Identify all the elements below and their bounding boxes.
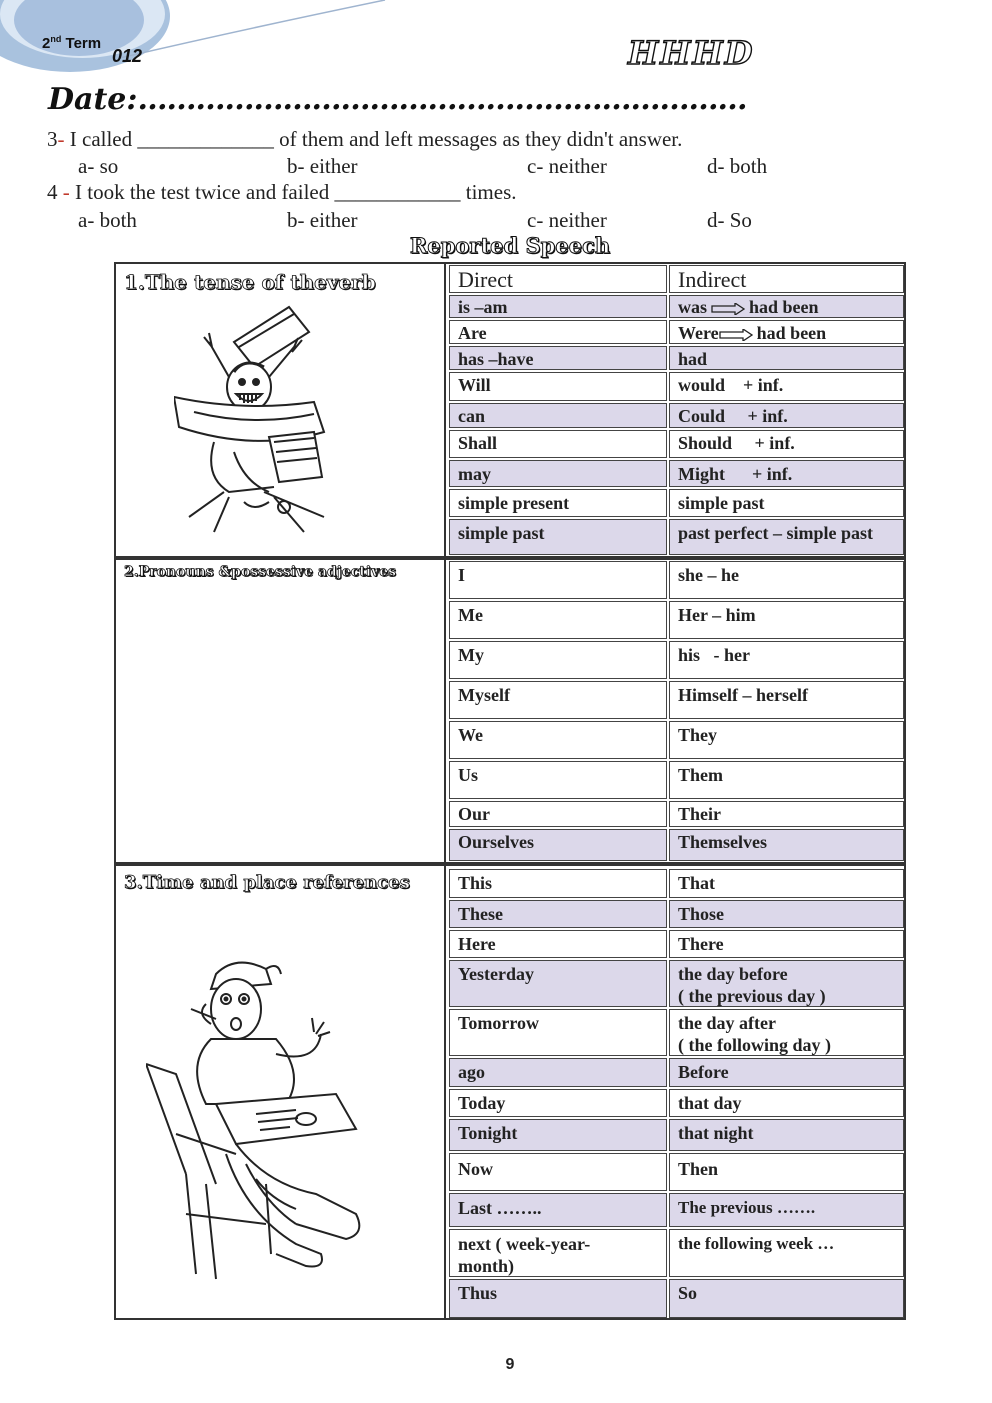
s1-direct-4: can bbox=[449, 403, 667, 428]
section-1-panel bbox=[116, 264, 446, 556]
s3-indirect-0: That bbox=[669, 869, 904, 898]
s2-indirect-3: Himself – herself bbox=[669, 681, 904, 719]
indirect-header: Indirect bbox=[669, 265, 904, 293]
s1-direct-1: Are bbox=[449, 320, 667, 344]
student-drawing-2 bbox=[146, 954, 416, 1284]
s1-indirect-3: would + inf. bbox=[669, 372, 904, 401]
s3-direct-10: next ( week-year- month) bbox=[449, 1229, 667, 1277]
s2-direct-2: My bbox=[449, 641, 667, 679]
s3-indirect-11: So bbox=[669, 1279, 904, 1318]
section-2-title: 2.Pronouns &possessive adjectives bbox=[124, 564, 396, 580]
arrow-icon bbox=[711, 303, 745, 315]
s1-direct-8: simple past bbox=[449, 519, 667, 555]
s1-indirect-5: Should + inf. bbox=[669, 430, 904, 458]
s1-direct-6: may bbox=[449, 460, 667, 487]
s2-indirect-7: Themselves bbox=[669, 829, 904, 861]
section-2-panel bbox=[116, 560, 446, 862]
s1-direct-7: simple present bbox=[449, 489, 667, 517]
question-3-option-a: a- so bbox=[78, 154, 119, 178]
header-swoosh bbox=[120, 0, 390, 60]
s1-indirect-6: Might + inf. bbox=[669, 460, 904, 487]
s3-indirect-10: the following week … bbox=[669, 1229, 904, 1277]
s3-indirect-8: Then bbox=[669, 1153, 904, 1191]
question-4-option-d: d- So bbox=[707, 208, 752, 232]
s1-indirect-0: was had been bbox=[669, 295, 904, 318]
s2-direct-5: Us bbox=[449, 761, 667, 799]
s2-direct-4: We bbox=[449, 721, 667, 759]
question-3-option-b: b- either bbox=[287, 154, 358, 178]
s2-direct-1: Me bbox=[449, 601, 667, 639]
question-4-option-b: b- either bbox=[287, 208, 358, 232]
page-number: 9 bbox=[505, 1356, 515, 1373]
question-4-option-a: a- both bbox=[78, 208, 137, 232]
question-4: 4 - I took the test twice and failed ____________ times. bbox=[47, 180, 517, 204]
s2-direct-3: Myself bbox=[449, 681, 667, 719]
s1-direct-3: Will bbox=[449, 372, 667, 401]
s3-direct-7: Tonight bbox=[449, 1119, 667, 1151]
date-line: Date:……………………………………………………… bbox=[48, 82, 747, 117]
s3-direct-1: These bbox=[449, 900, 667, 928]
s3-indirect-3: the day before ( the previous day ) bbox=[669, 960, 904, 1007]
s3-direct-4: Tomorrow bbox=[449, 1009, 667, 1056]
s1-indirect-4: Could + inf. bbox=[669, 403, 904, 428]
section-title: Reported Speech bbox=[409, 233, 611, 258]
s3-direct-8: Now bbox=[449, 1153, 667, 1191]
s2-indirect-0: she – he bbox=[669, 561, 904, 599]
question-4-option-c: c- neither bbox=[527, 208, 607, 232]
question-3-option-d: d- both bbox=[707, 154, 768, 178]
s3-direct-11: Thus bbox=[449, 1279, 667, 1318]
student-drawing-1 bbox=[174, 302, 354, 542]
s3-indirect-6: that day bbox=[669, 1089, 904, 1117]
year-fragment: 012 bbox=[112, 46, 143, 66]
s3-direct-0: This bbox=[449, 869, 667, 898]
s3-indirect-5: Before bbox=[669, 1058, 904, 1087]
s1-indirect-2: had bbox=[669, 346, 904, 370]
s1-indirect-8: past perfect – simple past bbox=[669, 519, 904, 555]
s3-direct-3: Yesterday bbox=[449, 960, 667, 1007]
s3-direct-5: ago bbox=[449, 1058, 667, 1087]
arrow-icon bbox=[719, 329, 753, 341]
s1-indirect-1: Were had been bbox=[669, 320, 904, 344]
s3-indirect-7: that night bbox=[669, 1119, 904, 1151]
term-label: 2nd Term bbox=[42, 34, 102, 52]
s3-indirect-9: The previous ……. bbox=[669, 1193, 904, 1227]
s2-direct-7: Ourselves bbox=[449, 829, 667, 861]
section-1-title: 1.The tense of theverb bbox=[124, 270, 376, 294]
question-3-option-c: c- neither bbox=[527, 154, 607, 178]
s1-direct-5: Shall bbox=[449, 430, 667, 458]
s2-indirect-1: Her – him bbox=[669, 601, 904, 639]
s2-indirect-5: Them bbox=[669, 761, 904, 799]
question-3: 3- I called _____________ of them and left messages as they didn't answer. bbox=[47, 127, 683, 151]
s3-direct-2: Here bbox=[449, 930, 667, 958]
s2-indirect-6: Their bbox=[669, 801, 904, 827]
header-code: HHHD bbox=[628, 34, 755, 72]
s2-indirect-4: They bbox=[669, 721, 904, 759]
s3-indirect-2: There bbox=[669, 930, 904, 958]
s1-indirect-7: simple past bbox=[669, 489, 904, 517]
s2-indirect-2: his - her bbox=[669, 641, 904, 679]
s1-direct-2: has –have bbox=[449, 346, 667, 370]
section-3-title: 3.Time and place references bbox=[124, 872, 410, 893]
s3-indirect-1: Those bbox=[669, 900, 904, 928]
s3-direct-6: Today bbox=[449, 1089, 667, 1117]
s2-direct-0: I bbox=[449, 561, 667, 599]
s3-direct-9: Last …….. bbox=[449, 1193, 667, 1227]
s3-indirect-4: the day after ( the following day ) bbox=[669, 1009, 904, 1056]
s2-direct-6: Our bbox=[449, 801, 667, 827]
direct-header: Direct bbox=[449, 265, 667, 293]
section-3-panel bbox=[116, 866, 446, 1318]
s1-direct-0: is –am bbox=[449, 295, 667, 318]
